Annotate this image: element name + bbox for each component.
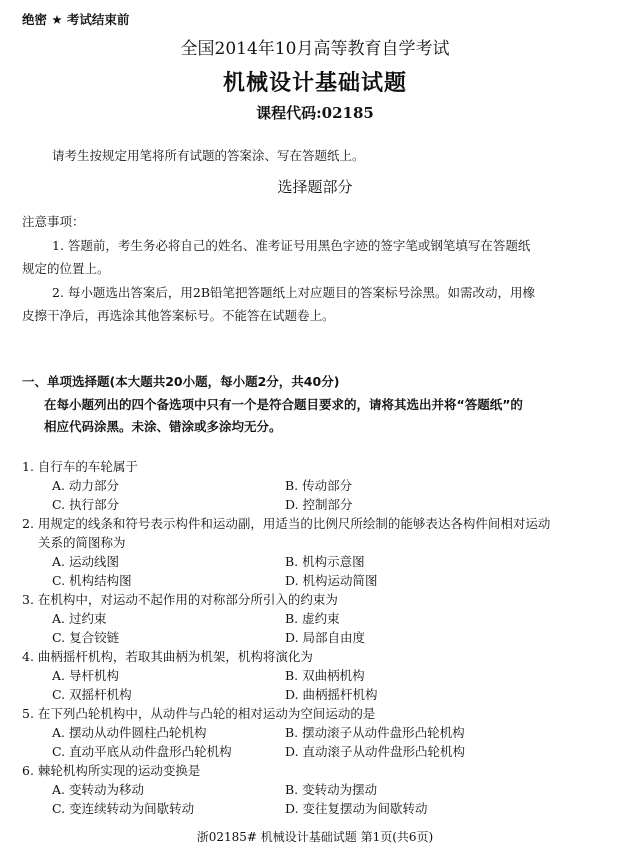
question-1-option-d: D. 控制部分	[285, 497, 353, 512]
question-2-option-a: A. 运动线图	[52, 554, 119, 569]
question-5-option-d: D. 直动滚子从动件盘形凸轮机构	[285, 744, 466, 759]
question-4-stem: 4. 曲柄摇杆机构，若取其曲柄为机架，机构将演化为	[22, 649, 313, 664]
question-2-option-d: D. 机构运动简图	[285, 573, 378, 588]
question-2-option-b: B. 机构示意图	[285, 554, 365, 569]
subject-title: 机械设计基础试题	[222, 70, 407, 96]
question-1-option-b: B. 传动部分	[285, 478, 353, 493]
part1-desc-line-2: 相应代码涂黑。未涂、错涂或多涂均无分。	[44, 419, 282, 434]
exam-title: 全国2014年10月高等教育自学考试	[180, 39, 450, 59]
question-2-option-c: C. 机构结构图	[52, 573, 132, 588]
secret-label: 绝密 ★ 考试结束前	[22, 12, 130, 27]
question-4-option-b: B. 双曲柄机构	[285, 668, 365, 683]
course-code: 课程代码:02185	[256, 104, 374, 122]
question-3-stem: 3. 在机构中，对运动不起作用的对称部分所引入的约束为	[22, 592, 338, 607]
note-1-line-2: 规定的位置上。	[22, 261, 110, 276]
question-3-option-d: D. 局部自由度	[285, 630, 366, 645]
question-6-stem: 6. 棘轮机构所实现的运动变换是	[22, 763, 201, 778]
notes-heading: 注意事项：	[22, 214, 85, 229]
question-3-option-a: A. 过约束	[52, 611, 107, 626]
note-1-line-1: 1. 答题前，考生务必将自己的姓名、准考证号用黑色字迹的签字笔或钢笔填写在答题纸	[52, 238, 531, 253]
question-6-option-c: C. 变连续转动为间歇转动	[52, 801, 195, 816]
question-2-stem-line-1: 2. 用规定的线条和符号表示构件和运动副，用适当的比例尺所绘制的能够表达各构件间相对运动	[22, 516, 551, 531]
question-1-stem: 1. 自行车的车轮属于	[22, 459, 138, 474]
question-5-stem: 5. 在下列凸轮机构中，从动件与凸轮的相对运动为空间运动的是	[22, 706, 376, 721]
note-2-line-2: 皮擦干净后，再选涂其他答案标号。不能答在试题卷上。	[22, 308, 335, 323]
section-title: 选择题部分	[277, 178, 353, 196]
question-5-option-b: B. 摆动滚子从动件盘形凸轮机构	[285, 725, 465, 740]
part1-desc-line-1: 在每小题列出的四个备选项中只有一个是符合题目要求的，请将其选出并将“答题纸”的	[44, 397, 523, 412]
general-instruction: 请考生按规定用笔将所有试题的答案涂、写在答题纸上。	[52, 148, 365, 163]
page-footer: 浙02185# 机械设计基础试题 第1页(共6页)	[196, 830, 434, 844]
question-4-option-c: C. 双摇杆机构	[52, 687, 132, 702]
question-6-option-b: B. 变转动为摆动	[285, 782, 378, 797]
note-2-line-1: 2. 每小题选出答案后，用2B铅笔把答题纸上对应题目的答案标号涂黑。如需改动，用橡	[52, 285, 536, 300]
question-6-option-a: A. 变转动为移动	[52, 782, 144, 797]
question-2-stem-line-2: 关系的简图称为	[38, 535, 126, 550]
question-5-option-a: A. 摆动从动件圆柱凸轮机构	[52, 725, 207, 740]
question-6-option-d: D. 变往复摆动为间歇转动	[285, 801, 428, 816]
question-1-option-c: C. 执行部分	[52, 497, 120, 512]
question-4-option-d: D. 曲柄摇杆机构	[285, 687, 378, 702]
question-3-option-b: B. 虚约束	[285, 611, 340, 626]
question-3-option-c: C. 复合铰链	[52, 630, 120, 645]
question-4-option-a: A. 导杆机构	[52, 668, 119, 683]
question-5-option-c: C. 直动平底从动件盘形凸轮机构	[52, 744, 232, 759]
part1-heading: 一、单项选择题(本大题共20小题，每小题2分，共40分)	[22, 374, 340, 389]
question-1-option-a: A. 动力部分	[52, 478, 119, 493]
